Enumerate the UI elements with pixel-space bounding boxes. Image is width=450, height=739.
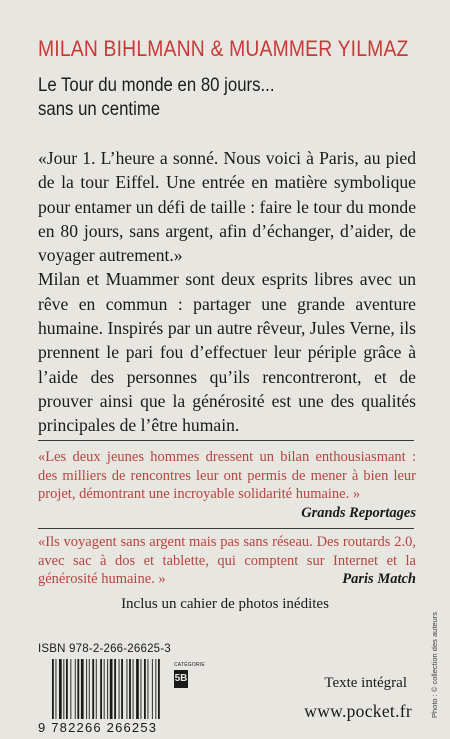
publisher-website: www.pocket.fr: [304, 701, 412, 721]
photos-note: Inclus un cahier de photos inédites: [121, 596, 329, 612]
photo-credit: Photo : © collection des auteurs: [430, 611, 439, 718]
category-code: 5B: [174, 670, 188, 688]
barcode-icon: [52, 659, 170, 723]
blurb: [38, 146, 416, 438]
category-badge: [174, 662, 205, 688]
spacer: [38, 590, 414, 591]
category-label: CATÉGORIE: [174, 662, 205, 668]
divider-middle: [38, 528, 414, 529]
press-quote-2: [38, 533, 416, 589]
divider-top: [38, 440, 414, 441]
press-quote-1-source: Grands Reportages: [301, 504, 416, 521]
authors-heading: MILAN BIHLMANN & MUAMMER YILMAZ: [38, 36, 409, 61]
press-quote-2-text: «Ils voyagent sans argent mais pas sans réseau. Des routards 2.0, avec sac à dos et tablette, qui comptent sur Internet et la générosité humaine. »: [38, 534, 416, 587]
blurb-paragraph-2: Milan et Muammer sont deux esprits libres avec un rêve en commun : partager une grande aventure humaine. Inspirés par un autre rêveur, Jules Verne, ils prennent le pari fou d’effectuer leur périple grâce à l’aide des personnes qu’ils rencontreront, et de prouver ainsi que la générosité est une des qualités principales de l’être humain.: [38, 269, 416, 436]
press-quote-1: [38, 448, 416, 522]
book-title: [38, 73, 275, 121]
edition-label: Texte intégral: [324, 675, 407, 691]
title-line-1: Le Tour du monde en 80 jours...: [38, 74, 275, 96]
press-quote-1-text: «Les deux jeunes hommes dressent un bilan enthousiasmant : des milliers de rencontres leur ont permis de mener à bien leur projet, démontrant une incroyable solidarité humaine. »: [38, 449, 416, 502]
blurb-paragraph-1: «Jour 1. L’heure a sonné. Nous voici à Paris, au pied de la tour Eiffel. Une entrée en matière symbolique pour entamer un défi de taille : faire le tour du monde en 80 jours, sans argent, afin d’échanger, d’aider, de voyager autrement.»: [38, 148, 416, 266]
isbn-number: ISBN 978-2-266-26625-3: [38, 643, 171, 655]
barcode-number: 9 782266 266253: [38, 720, 158, 735]
title-line-2: sans un centime: [38, 98, 161, 120]
press-quote-2-source: Paris Match: [342, 571, 416, 587]
